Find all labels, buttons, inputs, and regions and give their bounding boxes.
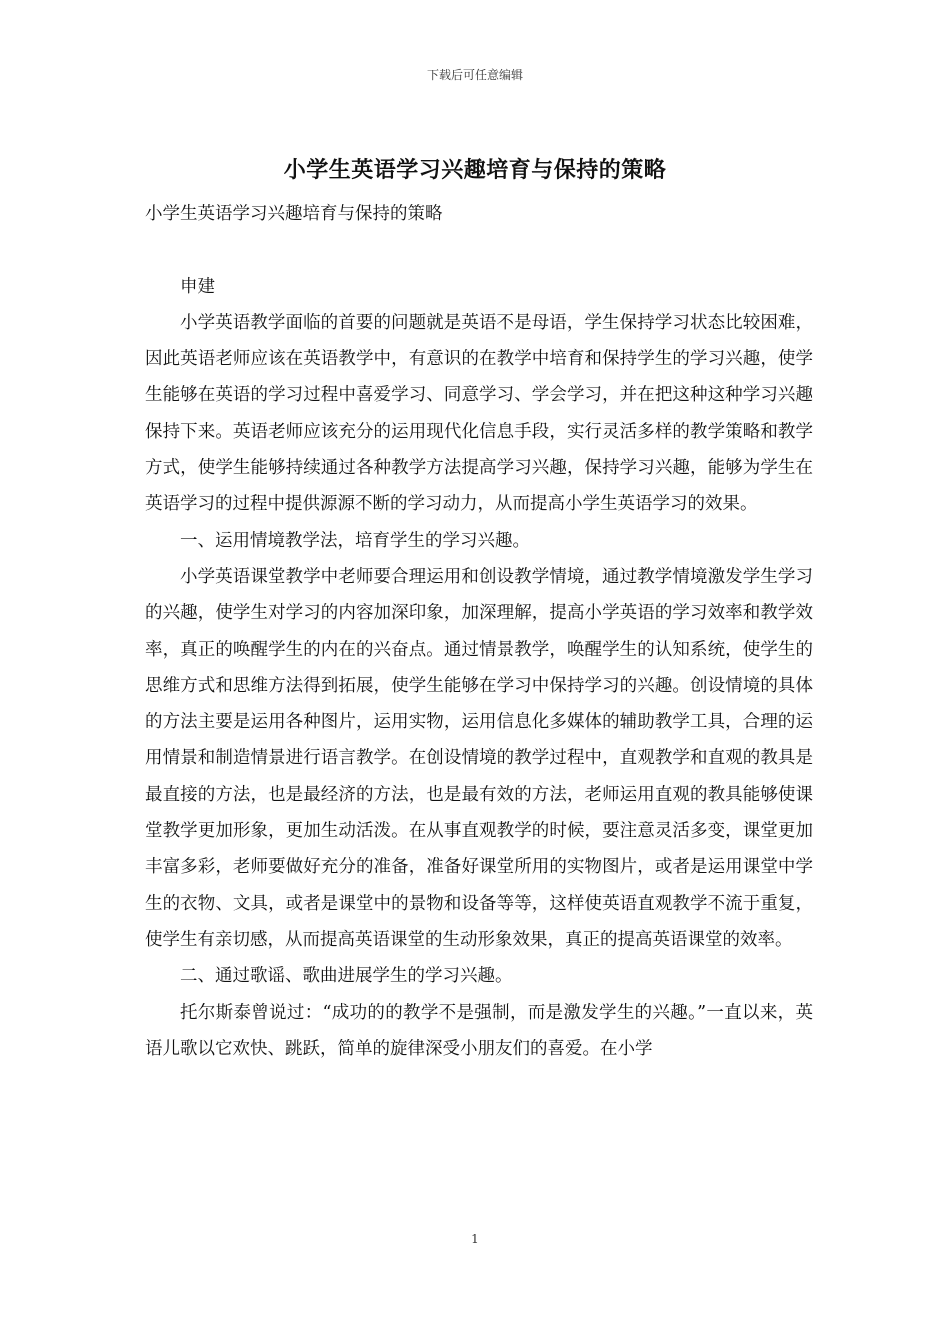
paragraph-intro: 小学英语教学面临的首要的问题就是英语不是母语，学生保持学习状态比较困难，因此英语老师应该在英语教学中，有意识的在教学中培育和保持学生的学习兴趣，使学生能够在英语的学习过程中喜爱学习、同意学习、学会学习，并在把这种这种学习兴趣保持下来。英语老师应该充分的运用现代化信息手段，实行灵活多样的教学策略和教学方式，使学生能够持续通过各种教学方法提高学习兴趣，保持学习兴趣，能够为学生在英语学习的过程中提供源源不断的学习动力，从而提高小学生英语学习的效果。 bbox=[145, 312, 813, 515]
page-number: 1 bbox=[471, 1232, 479, 1246]
subtitle: 小学生英语学习兴趣培育与保持的策略 bbox=[145, 204, 443, 224]
section-heading-1: 一、运用情境教学法，培育学生的学习兴趣。 bbox=[180, 530, 530, 551]
document-body bbox=[145, 196, 813, 1067]
paragraph-section-2: 托尔斯泰曾说过：“成功的的教学不是强制，而是激发学生的兴趣。”一直以来，英语儿歌以它欢快、跳跃，简单的旋律深受小朋友们的喜爱。在小学 bbox=[145, 1002, 813, 1059]
section-heading-2: 二、通过歌谣、歌曲进展学生的学习兴趣。 bbox=[180, 966, 513, 987]
document-title: 小学生英语学习兴趣培育与保持的策略 bbox=[283, 158, 667, 183]
author-name: 申建 bbox=[180, 276, 215, 297]
page-header: 下载后可任意编辑 bbox=[426, 68, 523, 82]
paragraph-section-1: 小学英语课堂教学中老师要合理运用和创设教学情境，通过教学情境激发学生学习的兴趣，使学生对学习的内容加深印象，加深理解，提高小学英语的学习效率和教学效率，真正的唤醒学生的内在的兴奋点。通过情景教学，唤醒学生的认知系统，使学生的思维方式和思维方法得到拓展，使学生能够在学习中保持学习的兴趣。创设情境的具体的方法主要是运用各种图片，运用实物，运用信息化多媒体的辅助教学工具，合理的运用情景和制造情景进行语言教学。在创设情境的教学过程中，直观教学和直观的教具是最直接的方法，也是最经济的方法，也是最有效的方法，老师运用直观的教具能够使课堂教学更加形象，更加生动活泼。在从事直观教学的时候，要注意灵活多变，课堂更加丰富多彩，老师要做好充分的准备，准备好课堂所用的实物图片，或者是运用课堂中学生的衣物、文具，或者是课堂中的景物和设备等等，这样使英语直观教学不流于重复，使学生有亲切感，从而提高英语课堂的生动形象效果，真正的提高英语课堂的效率。 bbox=[145, 566, 813, 950]
